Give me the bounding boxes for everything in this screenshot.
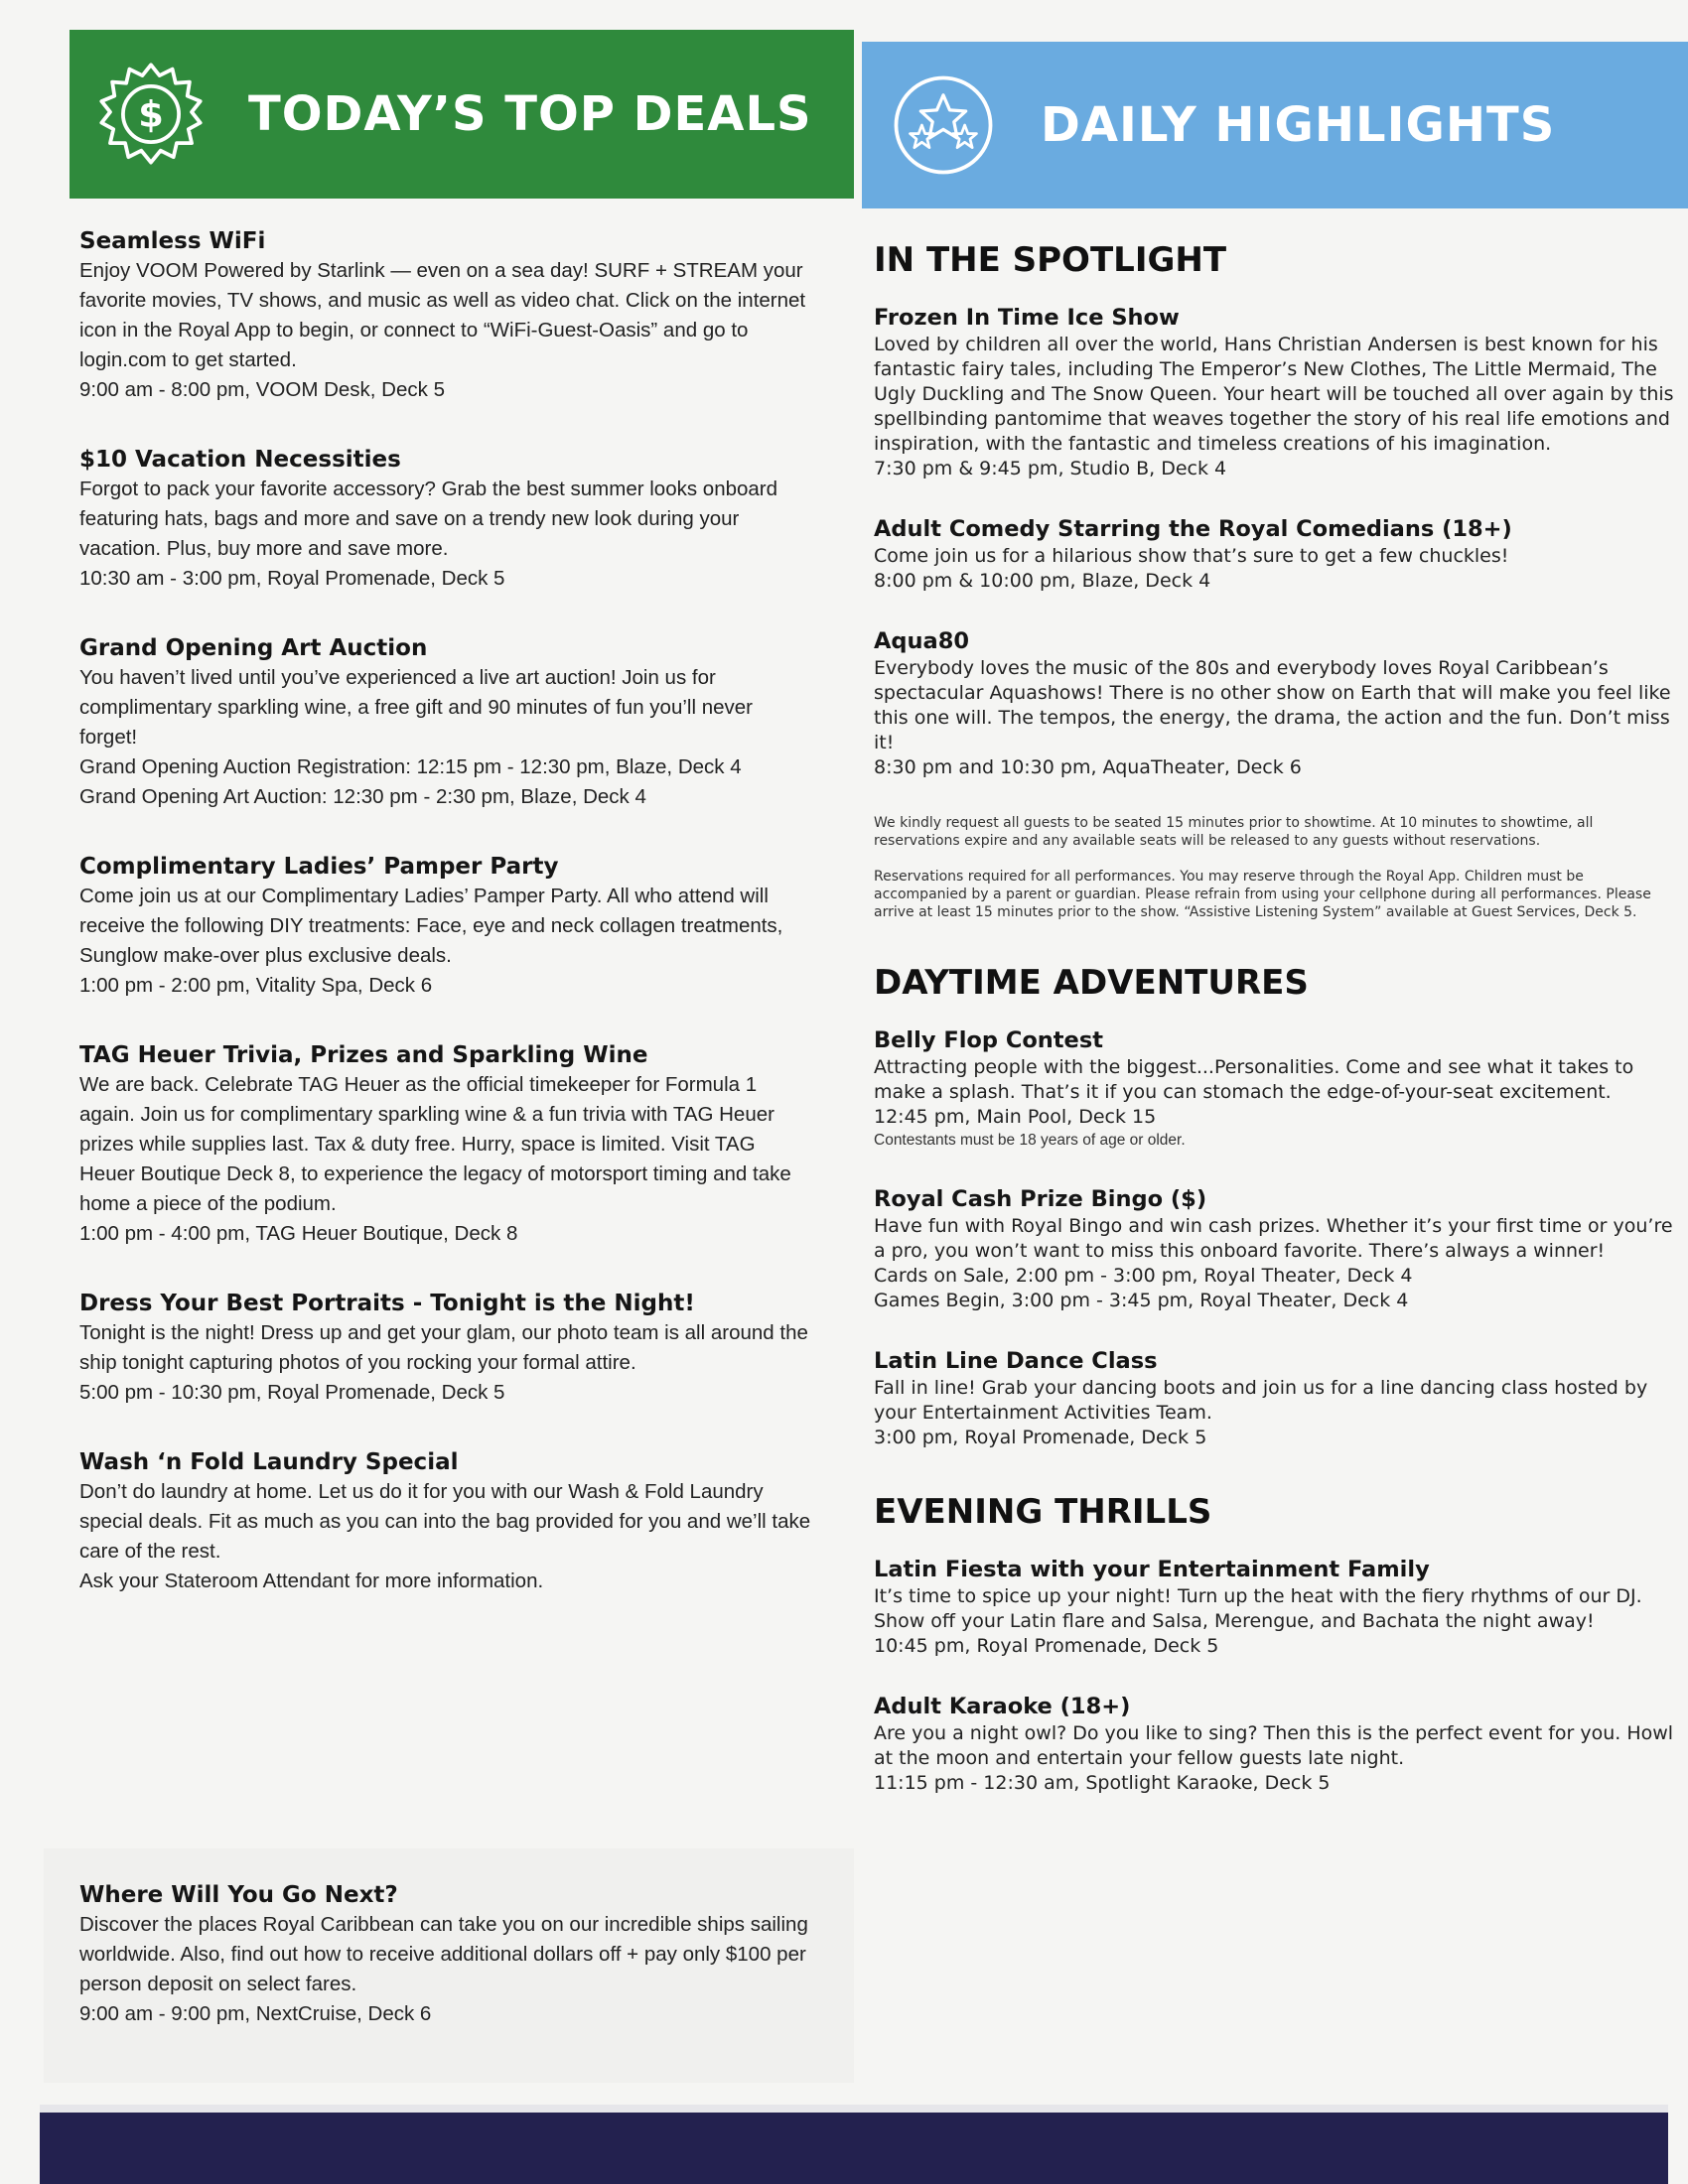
deal-title: Seamless WiFi [79,228,266,254]
event-time: 3:00 pm, Royal Promenade, Deck 5 [874,1427,1207,1448]
deals-column [79,226,814,1636]
deal-title: Dress Your Best Portraits - Tonight is the Night! [79,1291,695,1316]
deal-description: Don’t do laundry at home. Let us do it for you with our Wash & Fold Laundry special deals. Fit as much as you can into the bag provided for you and we’ll take care of the rest. [79,1480,811,1563]
deal-time: 5:00 pm - 10:30 pm, Royal Promenade, Deck 5 [79,1381,505,1404]
deal-title: TAG Heuer Trivia, Prizes and Sparkling Wine [79,1042,648,1068]
section-heading: EVENING THRILLS [874,1492,1212,1532]
event-time: 8:30 pm and 10:30 pm, AquaTheater, Deck 6 [874,756,1302,778]
event-item [874,627,1680,780]
deal-description: We are back. Celebrate TAG Heuer as the official timekeeper for Formula 1 again. Join us for complimentary sparkling wine & a fun trivia with TAG Heuer prizes while supplies last. Tax & duty free. Hurry, space is limited. Visit TAG Heuer Boutique Deck 8, to experience the legacy of motorsport timing and take home a piece of the podium. [79,1073,791,1215]
event-title: Latin Line Dance Class [874,1348,1158,1374]
deal-time: 1:00 pm - 4:00 pm, TAG Heuer Boutique, Deck 8 [79,1222,518,1245]
deal-description: Come join us at our Complimentary Ladies’ Pamper Party. All who attend will receive the following DIY treatments: Face, eye and neck collagen treatments, Sunglow make-over plus exclusive deals. [79,885,783,967]
deal-time: 10:30 am - 3:00 pm, Royal Promenade, Deck 5 [79,567,505,590]
event-item [874,304,1680,481]
event-title: Frozen In Time Ice Show [874,305,1180,331]
spotlight-section [874,238,1680,921]
event-time: 11:15 pm - 12:30 am, Spotlight Karaoke, Deck 5 [874,1772,1331,1794]
section-heading: IN THE SPOTLIGHT [874,240,1227,280]
highlights-column [874,238,1680,1836]
deal-description: You haven’t lived until you’ve experienced a live art auction! Join us for complimentary sparkling wine, a free gift and 90 minutes of fun you’ll never forget! [79,666,753,749]
deal-title: Wash ‘n Fold Laundry Special [79,1449,459,1475]
deal-item [79,1289,814,1408]
event-title: Belly Flop Contest [874,1027,1103,1053]
deal-title: Complimentary Ladies’ Pamper Party [79,854,559,880]
deal-time: 1:00 pm - 2:00 pm, Vitality Spa, Deck 6 [79,974,433,997]
daytime-section [874,961,1680,1450]
event-title: Latin Fiesta with your Entertainment Family [874,1557,1430,1582]
event-item [874,1556,1680,1659]
event-title: Royal Cash Prize Bingo ($) [874,1186,1207,1212]
event-description: Loved by children all over the world, Hans Christian Andersen is best known for his fantastic fairy tales, including The Emperor’s New Clothes, The Little Mermaid, The Ugly Duckling and The Snow Queen. Your heart will be touched all over again by this spellbinding pantomime that weaves together the story of his real life emotions and inspiration, with the fantastic and timeless creations of his imagination. [874,334,1674,455]
deal-time: Ask your Stateroom Attendant for more information. [79,1570,544,1592]
promo-description: Discover the places Royal Caribbean can take you on our incredible ships sailing worldwide. Also, find out how to receive additional dollars off + pay only $100 per person deposit on select fares. [79,1913,808,1995]
deal-item [79,1040,814,1249]
deal-time: 9:00 am - 8:00 pm, VOOM Desk, Deck 5 [79,378,445,401]
deal-title: $10 Vacation Necessities [79,447,401,473]
event-description: Everybody loves the music of the 80s and everybody loves Royal Caribbean’s spectacular Aquashows! There is no other show on Earth that will make you feel like this one will. The tempos, the energy, the drama, the action and the fun. Don’t miss it! [874,657,1671,753]
event-description: Have fun with Royal Bingo and win cash prizes. Whether it’s your first time or you’re a pro, you won’t want to miss this onboard favorite. There’s always a winner! [874,1215,1673,1262]
event-title: Adult Comedy Starring the Royal Comedians (18+) [874,516,1512,542]
daily-highlights-title: DAILY HIGHLIGHTS [1041,97,1556,153]
deal-item [79,1447,814,1596]
event-description: Fall in line! Grab your dancing boots and join us for a line dancing class hosted by your Entertainment Activities Team. [874,1377,1648,1424]
deal-description: Tonight is the night! Dress up and get your glam, our photo team is all around the ship tonight capturing photos of you rocking your formal attire. [79,1321,808,1374]
deal-title: Grand Opening Art Auction [79,635,428,661]
event-item [874,1185,1680,1313]
reservation-notice: Reservations required for all performances. You may reserve through the Royal App. Children must be accompanied by a parent or guardian. Please refrain from using your cellphone during all performances. Please arrive at least 15 minutes prior to the show. “Assistive Listening System” available at Guest Services, Deck 5. [874,869,1651,920]
deal-item [79,445,814,594]
event-time: 7:30 pm & 9:45 pm, Studio B, Deck 4 [874,458,1227,479]
stars-circle-icon [890,71,997,179]
footer-bar [40,2113,1668,2184]
top-deals-title: TODAY’S TOP DEALS [248,86,812,142]
event-time: 10:45 pm, Royal Promenade, Deck 5 [874,1635,1219,1657]
event-description: Come join us for a hilarious show that’s sure to get a few chuckles! [874,545,1509,567]
event-item [874,515,1680,594]
deal-time: Grand Opening Auction Registration: 12:15 pm - 12:30 pm, Blaze, Deck 4 [79,755,742,778]
section-heading: DAYTIME ADVENTURES [874,963,1309,1003]
daily-highlights-header [862,42,1688,208]
svg-text:$: $ [138,92,164,136]
event-title: Aqua80 [874,628,970,654]
footer-divider [40,2105,1668,2113]
event-description: Attracting people with the biggest...Personalities. Come and see what it takes to make a splash. That’s it if you can stomach the edge-of-your-seat excitement. [874,1056,1634,1103]
evening-section [874,1490,1680,1796]
event-description: Are you a night owl? Do you like to sing? Then this is the perfect event for you. Howl at the moon and entertain your fellow guests late night. [874,1722,1674,1769]
next-cruise-promo [44,1848,854,2083]
top-deals-header [70,30,854,199]
deal-description: Enjoy VOOM Powered by Starlink — even on a sea day! SURF + STREAM your favorite movies, TV shows, and music as well as video chat. Click on the internet icon in the Royal App to begin, or connect to “WiFi-Guest-Oasis” and go to login.com to get started. [79,259,806,371]
event-time: Games Begin, 3:00 pm - 3:45 pm, Royal Theater, Deck 4 [874,1290,1409,1311]
dollar-badge-icon [97,61,205,168]
deal-item [79,633,814,812]
deal-item [79,226,814,405]
seating-notice: We kindly request all guests to be seated 15 minutes prior to showtime. At 10 minutes to showtime, all reservations expire and any available seats will be released to any guests without reservations. [874,815,1594,849]
event-item [874,1026,1680,1152]
event-time: 12:45 pm, Main Pool, Deck 15 [874,1106,1157,1128]
deal-time: Grand Opening Art Auction: 12:30 pm - 2:30 pm, Blaze, Deck 4 [79,785,646,808]
event-note: Contestants must be 18 years of age or older. [874,1132,1186,1149]
event-time: Cards on Sale, 2:00 pm - 3:00 pm, Royal Theater, Deck 4 [874,1265,1413,1287]
promo-time: 9:00 am - 9:00 pm, NextCruise, Deck 6 [79,2002,432,2025]
event-title: Adult Karaoke (18+) [874,1694,1131,1719]
deal-item [79,852,814,1001]
event-description: It’s time to spice up your night! Turn up the heat with the fiery rhythms of our DJ. Show off your Latin flare and Salsa, Merengue, and Bachata the night away! [874,1585,1642,1632]
event-item [874,1347,1680,1450]
promo-title: Where Will You Go Next? [79,1882,398,1908]
event-time: 8:00 pm & 10:00 pm, Blaze, Deck 4 [874,570,1211,592]
deal-description: Forgot to pack your favorite accessory? Grab the best summer looks onboard featuring hats, bags and more and save on a trendy new look during your vacation. Plus, buy more and save more. [79,478,778,560]
event-item [874,1693,1680,1796]
